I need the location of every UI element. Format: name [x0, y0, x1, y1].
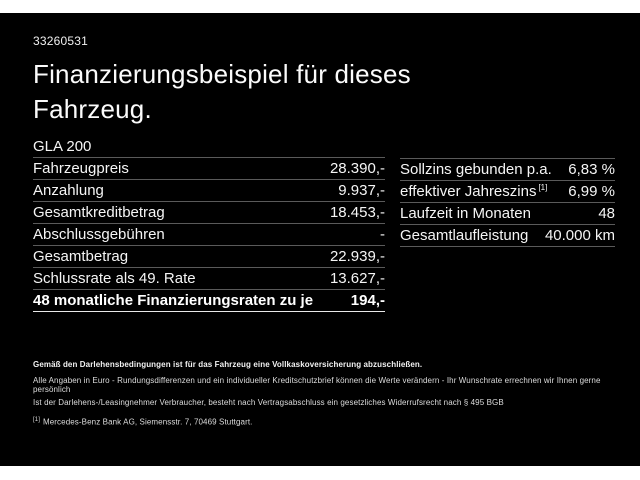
table-row [33, 158, 385, 180]
row-value: 28.390,- [329, 160, 385, 177]
financing-rows [33, 158, 385, 312]
row-value: 22.939,- [329, 248, 385, 265]
offer-reference-number: 33260531 [33, 34, 88, 48]
row-label: Laufzeit in Monaten [400, 205, 531, 222]
conditions-table [400, 158, 615, 312]
row-value: 40.000 km [544, 227, 615, 244]
table-row [400, 159, 615, 181]
row-label: Fahrzeugpreis [33, 160, 129, 177]
row-label: Abschlussgebühren [33, 226, 165, 243]
page-title-line2: Fahrzeug. [33, 94, 152, 124]
table-row [33, 202, 385, 224]
row-label: Anzahlung [33, 182, 104, 199]
table-row [400, 203, 615, 225]
row-label: Gesamtbetrag [33, 248, 129, 265]
row-value: 18.453,- [329, 204, 385, 221]
footnote-marker: [1] [538, 183, 548, 192]
insurance-notice: Gemäß den Darlehensbedingungen ist für das Fahrzeug eine Vollkaskoversicherung abzuschließen. [33, 360, 423, 369]
bank-footnote-text: Mercedes-Benz Bank AG, Siemensstr. 7, 70469 Stuttgart. [42, 417, 253, 427]
page-title-line1: Finanzierungsbeispiel für dieses [33, 59, 411, 89]
row-value: 194,- [350, 292, 385, 309]
table-row [33, 224, 385, 246]
withdrawal-notice: Ist der Darlehens-/Leasingnehmer Verbraucher, besteht nach Vertragsabschluss ein gesetzliches Widerrufsrecht nach § 495 BGB [33, 398, 504, 407]
page-title [33, 57, 615, 127]
footnote-marker: [1] [33, 417, 40, 423]
row-label: effektiver Jahreszins [1] [400, 183, 548, 200]
financing-panel [0, 13, 640, 466]
table-row [400, 225, 615, 247]
row-value: - [380, 226, 385, 243]
disclaimer-line: Alle Angaben in Euro - Rundungsdifferenzen und ein individueller Kreditschutzbrief können die Werte verändern - Ihr Wunschrate errechnen wir Ihnen gerne persönlich [33, 376, 601, 394]
table-row [400, 181, 615, 203]
table-row [33, 290, 385, 312]
model-name: GLA 200 [33, 138, 92, 155]
row-label: Gesamtlaufleistung [400, 227, 529, 244]
financing-details-table [33, 136, 385, 312]
model-header-row [33, 136, 385, 158]
table-row [33, 180, 385, 202]
table-row [33, 246, 385, 268]
financing-tables [33, 136, 615, 312]
row-value: 6,83 % [568, 161, 615, 178]
legal-footer [33, 360, 615, 427]
row-label: Sollzins gebunden p.a. [400, 161, 552, 178]
row-label: Gesamtkreditbetrag [33, 204, 165, 221]
bank-footnote [33, 417, 615, 427]
table-row [33, 268, 385, 290]
row-label: 48 monatliche Finanzierungsraten zu je [33, 292, 314, 309]
row-value: 6,99 % [568, 183, 615, 200]
row-value: 13.627,- [329, 270, 385, 287]
row-value: 48 [598, 205, 615, 222]
row-value: 9.937,- [338, 182, 385, 199]
row-label: Schlussrate als 49. Rate [33, 270, 196, 287]
